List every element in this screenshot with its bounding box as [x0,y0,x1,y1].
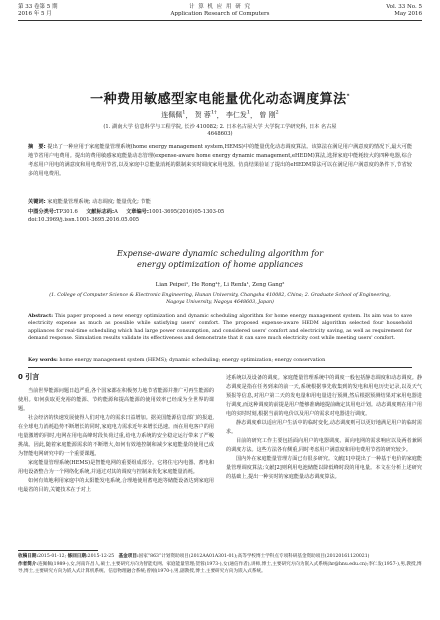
authors-zh: 连佩佩$^1$， 贺 蓉$^{1\dagger}$， 李仁发$^1$， 曾 刚$^2$ [161,110,279,120]
paragraph: 述系统以及设备的调度。家庭能量管理系统中的调度一般包括静态调度和动态调度。静态调度是指在任务到来的前一天,系统根据事先收集到的发电和用电历史记录,以及天气预报等信息,对用户第二天的发电量和用电量进行预测,然后根据预测结果对家用电器进行调度,而这种调度的前提是用户能够准确地提前确定其用电计划。动态调度则在用户用电的实时时刻,根据当前的电价以及用户的需求对电器进行调度。 [226,375,422,417]
paragraph: 当前世界能源问题日趋严重,各个国家都在积极努力地节省能源并推广可再生能源的使用。如何获取更充裕的能源、节约能源和提高能源的使用效率已经成为全世界的课题。 [18,388,214,412]
footnote [18,553,422,576]
document-code: A [114,209,118,215]
journal-volume-en [386,4,422,18]
paragraph: 静态调度难以适应用户生活中的临时变化,动态调度则可以更好地满足用户的临时需求。 [226,420,422,435]
author-1: 连佩佩$^1$ [161,110,186,120]
footnote-rule [18,550,98,551]
title-footnote-mark: * [346,93,350,100]
keywords-text: 家庭能量管理系统; 动态调度; 能量优化; 节能 [47,199,151,205]
paragraph: 目前的研究工作主要包括面向用户的电器调度、面向电网的需求响应以及两者兼顾的调度方法。这些方法各有侧重,同时考虑用户满意度和用电费用节省的研究较少。 [226,438,422,453]
keywords-en [28,357,412,364]
volume-issue: 第 33 卷第 5 期 [18,4,58,10]
keywords-en-text: home energy management system (HEMS); dynamic scheduling; energy optimization; energy conservation [59,357,326,363]
paper-title-en: Expense-aware dynamic scheduling algorithm for energy optimization of home appliances [116,248,324,269]
journal-name-zh: 计 算 机 应 用 研 究 [189,4,251,10]
doi-value: 10.3969/j.issn.1001-3695.2016.05.005 [37,217,140,223]
keywords-zh [28,198,412,207]
keywords-label: 关键词: [28,199,46,205]
footnote-bio: 作者简介:连佩佩(1989-),女,河南许昌人,硕士,主要研究方向为智能电网、家庭能量管理;贺蓉(1973-),女(通信作者),讲师,博士,主要研究方向为嵌入式系统(hr@hnu.edu.cn);李仁发(1957-),男,教授,博导,博士,主要研究方向为嵌入式计算机系统、信息物理融合系统;曾刚(1970-),男,副教授,博士,主要研究方向为嵌入式系统。 [18,561,422,575]
abstract-en-text: This paper proposed a new energy optimization and dynamic scheduling algorithm for home energy management system. Its aim was to save electricity expense as much as possible while satisfying users' comfort. The proposed expense-aware HEDM algorithm selected four household appliances for real-time scheduling which had large power consumption, and considered users' comfort and electricity saving, as well as requirement for demand response. Simulation results validate its effectiveness and demonstrate that it can save much electricity cost while meeting users' comfort. [28,313,412,342]
affiliation-zh: (1. 湖南大学 信息科学与工程学院, 长沙 410082; 2. 日本名古屋大学 大学院工学研究科, 日本 名古屋 4648603) [103,124,337,137]
abstract-en-label: Abstract: [28,313,54,319]
clc-number: TP301.6 [56,209,78,215]
body-column-left [18,387,214,495]
article-number: 1001-3695(2016)05-1303-05 [148,209,225,215]
classification-line: 中图分类号:TP301.6 文献标志码:A 文章编号:1001-3695(2016)05-1303-05 [28,209,225,215]
issue-date: 2016 年 5 月 [18,11,52,17]
abstract-text: 提出了一种应用于家庭能量管理系统(home energy management system,HEMS)中的能量优化动态调度算法。该算法在满足用户满意度的情况下,最大可能地节省用户电费用。提出的费用敏感家庭能量动态管理(expense-aware home energy dynamic management,eHEDM)算法,选择家庭中能耗较大的四种电器,综合考虑用户用电的满意度和用电费用节省,以及家庭中总能量消耗的限制来实时调度家用电器。仿真结果验证了提出的eHEDM算法可以在满足用户满意度的条件下,节省较多的用电费用。 [28,144,413,177]
author-2: 贺 蓉$^{1\dagger}$ [194,110,217,120]
affiliation-en: (1. College of Computer Science & Electronic Engineering, Hunan University, Changsha 410082, China; 2. Graduate School of Engineering, Nagoya University, Nagoya 4648603, Japan) [49,293,391,305]
journal-name-en: Application Research of Computers [170,11,270,17]
doi-line: doi:10.3969/j.issn.1001-3695.2016.05.005 [28,217,140,223]
title-text: 一种费用敏感型家电能量优化动态调度算法 [90,92,347,107]
paragraph: 家庭能量管理系统(HEMS)是智能电网的重要组成部分。它将住宅内电器、蓄电和用电设备整合为一个网络化系统,并通过对其的调度与控制来优化家庭能量消耗。 [18,460,214,475]
body-column-right [226,374,422,482]
paragraph: 社会经济的快速发展使得人们对电力的需求日益增加。据美国能源信息部门的报道,在全球电力消耗趋势不断增长的同时,家庭电力需求近年来增长迅速。而在用电客户的用电量激增的同时,电网在用电高峰时段负荷过重,给电力系统的安全稳定运行带来了严峻挑战。因此,随着家庭能源需求的不断增大,如何有效地控制和减少家庭能量的使用已成为智能电网研究中的一个重要课题。 [18,415,214,457]
journal-name-header [0,4,440,18]
abstract-zh [28,143,412,179]
authors-en: Lian Peipei¹, He Rong¹†, Li Renfa¹, Zeng Gang² [155,282,285,288]
paper-title-zh [0,88,440,107]
abstract-en [28,313,412,343]
author-3: 李仁发$^1$ [225,110,251,120]
abstract-label: 摘 要: [28,144,46,150]
issue-date-en: May 2016 [394,11,422,17]
paragraph: 如何有效地利用家庭中的太阳能发电系统,合理地使用蓄电池等储能设备达到家庭用电最省的目的,关键技术在于对上 [18,478,214,493]
paragraph: 国内外在家庭能量管理方面已有很多研究。文献[1]中提出了一种基于电价的家庭能量管理调度算法;文献[2]则利用电池储能以降低峰时段的用电量。本文在分析上述研究的基础上,提出一种实时的家庭能量动态调度算法。 [226,456,422,480]
author-4: 曾 刚$^2$ [259,110,279,120]
section-heading-intro: 0 引言 [18,373,40,381]
footnote-dates: 收稿日期:2015-01-12; 修回日期:2015-12-25 基金项目:国家“863”计划资助项目(2012AA01A301-01);高等学校博士学科点专项科研基金资助项目(20120161120021) [18,554,370,559]
abstract-rule [28,367,412,368]
keywords-en-label: Key words: [28,357,58,363]
volume-issue-en: Vol. 33 No. 5 [386,4,422,10]
header-rule [18,20,422,21]
